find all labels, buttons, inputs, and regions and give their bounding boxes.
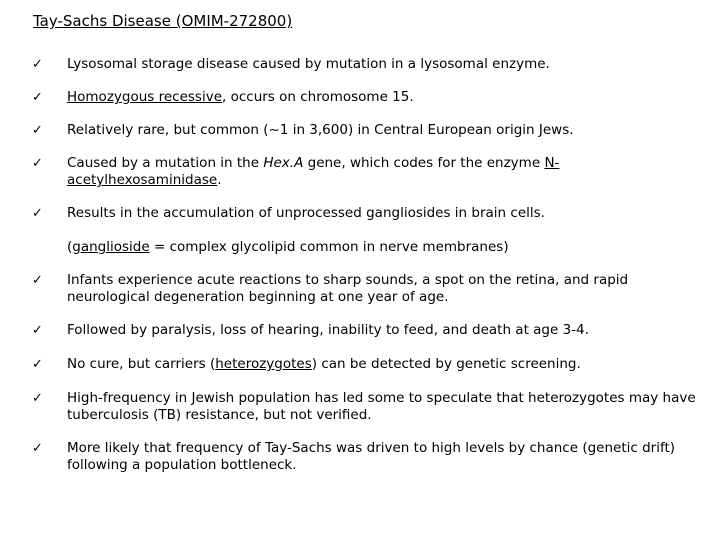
check-icon: ✓ — [32, 156, 43, 171]
note-rest: = complex glycolipid common in nerve membranes) — [149, 239, 509, 255]
bullet-6: Infants experience acute reactions to sharp sounds, a spot on the retina, and rapid neurological degeneration beginning at one year of age. — [67, 272, 629, 305]
bullet-8 — [67, 356, 707, 373]
bullet-8-end: ) can be detected by genetic screening. — [311, 356, 581, 372]
check-icon: ✓ — [32, 391, 43, 406]
slide-title: Tay-Sachs Disease (OMIM-272800) — [33, 12, 293, 30]
term-enzyme: N-acetylhexosaminidase — [67, 155, 560, 188]
bullet-8-pre: No cure, but carriers ( — [67, 356, 216, 372]
bullet-4 — [67, 155, 667, 189]
bullet-3: Relatively rare, but common (~1 in 3,600) in Central European origin Jews. — [67, 122, 574, 138]
check-icon: ✓ — [32, 206, 43, 221]
ganglioside-note — [67, 239, 707, 256]
term-ganglioside: ganglioside — [72, 239, 150, 255]
bullet-4-mid: gene, which codes for the enzyme — [303, 155, 545, 171]
term-heterozygotes: heterozygotes — [215, 356, 312, 372]
check-icon: ✓ — [32, 323, 43, 338]
check-icon: ✓ — [32, 357, 43, 372]
bullet-7: Followed by paralysis, loss of hearing, inability to feed, and death at age 3-4. — [67, 322, 589, 338]
bullet-9: High-frequency in Jewish population has led some to speculate that heterozygotes may have tuberculosis (TB) resistance, but not verified. — [67, 390, 696, 423]
check-icon: ✓ — [32, 273, 43, 288]
bullet-2-text: , occurs on chromosome 15. — [222, 89, 414, 105]
bullet-4-end: . — [217, 172, 222, 188]
bullet-1: Lysosomal storage disease caused by mutation in a lysosomal enzyme. — [67, 56, 550, 72]
check-icon: ✓ — [32, 57, 43, 72]
check-icon: ✓ — [32, 123, 43, 138]
bullet-10: More likely that frequency of Tay-Sachs was driven to high levels by chance (genetic drift) following a population bottleneck. — [67, 440, 676, 473]
bullet-2 — [67, 89, 707, 106]
check-icon: ✓ — [32, 90, 43, 105]
check-icon: ✓ — [32, 441, 43, 456]
term-homozygous-recessive: Homozygous recessive — [67, 89, 223, 105]
bullet-5: Results in the accumulation of unprocessed gangliosides in brain cells. — [67, 205, 545, 221]
note-pre: ( — [67, 239, 73, 255]
gene-name: Hex.A — [263, 155, 304, 171]
bullet-4-pre: Caused by a mutation in the — [67, 155, 264, 171]
